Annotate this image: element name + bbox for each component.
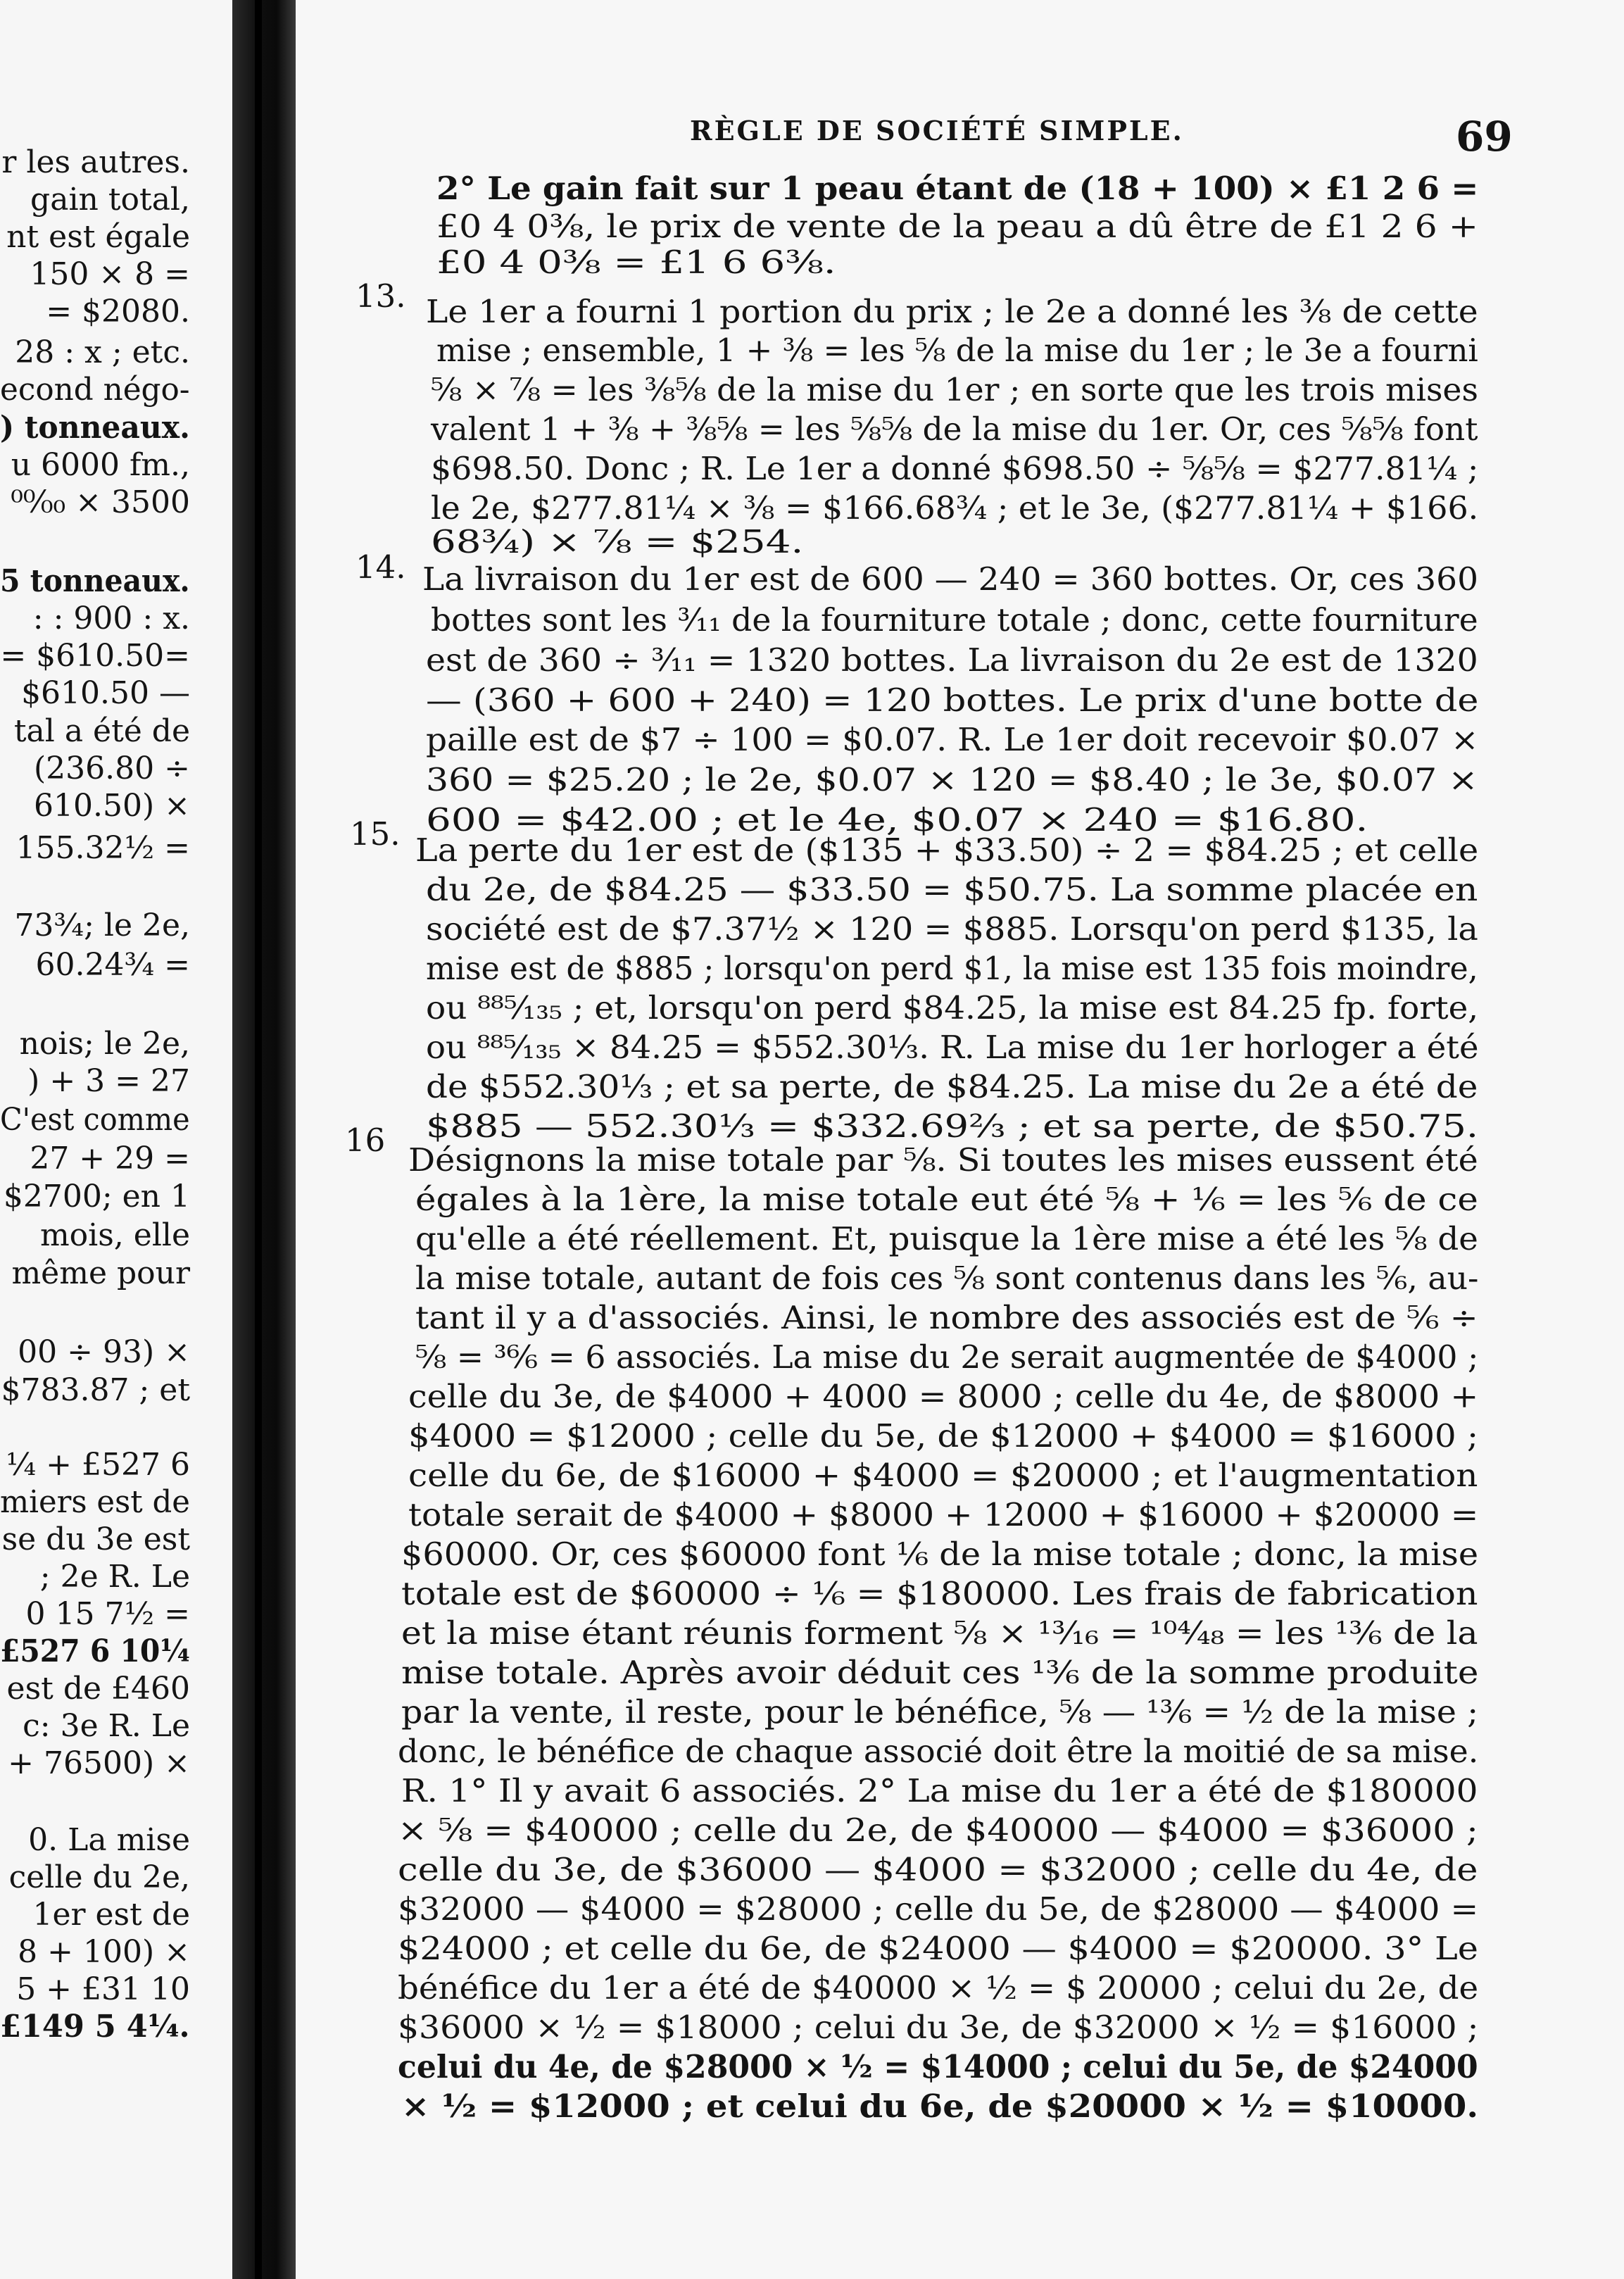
body-line: $885 — 552.30⅓ = $332.69⅔ ; et sa perte, de $50.75.	[426, 1107, 1479, 1145]
gutter-rule	[255, 0, 262, 2279]
left-page-line: 0. La mise	[28, 1822, 190, 1858]
left-page-line: r les autres.	[1, 144, 190, 180]
left-page-line: 0 15 7½ =	[25, 1596, 190, 1632]
left-page-line: : : 900 : x.	[32, 601, 190, 636]
body-line: de $552.30⅓ ; et sa perte, de $84.25. La mise du 2e a été de	[426, 1068, 1478, 1105]
body-line: bénéfice du 1er a été de $40000 × ½ = $ 20000 ; celui du 2e, de	[398, 1969, 1479, 2007]
left-page-line: 150 × 8 =	[30, 256, 190, 292]
body-line: £0 4 0⅜ = £1 6 6⅜.	[436, 244, 836, 281]
left-page-line: 60.24¾ =	[35, 947, 190, 983]
body-line: Désignons la mise totale par ⅝. Si toutes les mises eussent été	[408, 1141, 1478, 1179]
body-line: 2° Le gain fait sur 1 peau étant de (18 + 100) × £1 2 6 =	[436, 170, 1479, 207]
left-page-line: celle du 2e,	[8, 1859, 190, 1895]
body-line: qu'elle a été réellement. Et, puisque la 1ère mise a été les ⅝ de	[415, 1220, 1478, 1257]
body-line: valent 1 + ⅜ + ⅜⅝ = les ⅝⅝ de la mise du 1er. Or, ces ⅝⅝ font	[431, 410, 1478, 448]
body-line: totale est de $60000 ÷ ⅙ = $180000. Les frais de fabrication	[401, 1575, 1478, 1612]
problem-number: 16	[345, 1122, 386, 1159]
left-page-line: + 76500) ×	[8, 1745, 190, 1781]
left-page-line: se du 3e est	[1, 1521, 190, 1557]
body-line: est de 360 ÷ ³⁄₁₁ = 1320 bottes. La livraison du 2e est de 1320	[426, 641, 1478, 679]
body-line: £0 4 0⅜, le prix de vente de la peau a dû être de £1 2 6 +	[436, 208, 1478, 245]
body-line: 68¾) × ⅞ = $254.	[431, 523, 804, 560]
body-line: mise est de $885 ; lorsqu'on perd $1, la mise est 135 fois moindre,	[426, 950, 1478, 987]
running-header-title: RÈGLE DE SOCIÉTÉ SIMPLE.	[690, 115, 1184, 146]
left-page-line: 610.50) ×	[34, 788, 190, 824]
left-page-line: 73¾; le 2e,	[14, 908, 190, 943]
body-line: $60000. Or, ces $60000 font ⅙ de la mise totale ; donc, la mise	[401, 1536, 1479, 1573]
body-line: par la vente, il reste, pour le bénéfice, ⅝ — ¹³⁄₆ = ½ de la mise ;	[401, 1693, 1479, 1731]
body-line: bottes sont les ³⁄₁₁ de la fourniture totale ; donc, cette fourniture	[431, 601, 1478, 639]
body-line: celle du 6e, de $16000 + $4000 = $20000 ; et l'augmentation	[408, 1457, 1478, 1494]
left-page-line: 5 tonneaux.	[0, 563, 190, 599]
body-line: $32000 — $4000 = $28000 ; celle du 5e, de $28000 — $4000 =	[398, 1890, 1479, 1928]
body-line: $698.50. Donc ; R. Le 1er a donné $698.50 ÷ ⅝⅝ = $277.81¼ ;	[431, 450, 1479, 487]
body-line: ⅝ × ⅞ = les ⅜⅝ de la mise du 1er ; en sorte que les trois mises	[431, 371, 1478, 408]
body-line: $24000 ; et celle du 6e, de $24000 — $4000 = $20000. 3° Le	[398, 1930, 1479, 1967]
body-line: du 2e, de $84.25 — $33.50 = $50.75. La somme placée en	[426, 871, 1478, 908]
left-page-line: même pour	[11, 1255, 190, 1291]
left-page-line: c: 3e R. Le	[23, 1708, 190, 1744]
left-page-line: = $2080.	[46, 294, 190, 329]
left-page-line: 28 : x ; etc.	[15, 334, 190, 370]
book-gutter	[232, 0, 296, 2279]
left-page-line: tal a été de	[13, 713, 190, 749]
left-page-line: 155.32½ =	[15, 830, 190, 866]
left-page-line: 00 ÷ 93) ×	[18, 1334, 190, 1370]
body-line: × ½ = $12000 ; et celui du 6e, de $20000 × ½ = $10000.	[401, 2087, 1479, 2125]
left-page-line: econd négo-	[0, 372, 190, 408]
left-page-line: £149 5 4¼.	[0, 2009, 190, 2045]
body-line: La perte du 1er est de ($135 + $33.50) ÷ 2 = $84.25 ; et celle	[415, 831, 1479, 869]
body-line: × ⅝ = $40000 ; celle du 2e, de $40000 — $4000 = $36000 ;	[398, 1812, 1478, 1849]
problem-number: 15.	[350, 815, 401, 853]
body-line: ou ⁸⁸⁵⁄₁₃₅ ; et, lorsqu'on perd $84.25, la mise est 84.25 fp. forte,	[426, 989, 1479, 1027]
body-line: 600 = $42.00 ; et le 4e, $0.07 × 240 = $16.80.	[426, 801, 1368, 839]
left-page-line: mois, elle	[39, 1217, 190, 1253]
body-line: totale serait de $4000 + $8000 + 12000 + $16000 + $20000 =	[408, 1496, 1479, 1533]
body-line: celle du 3e, de $36000 — $4000 = $32000 ; celle du 4e, de	[398, 1851, 1478, 1888]
body-line: le 2e, $277.81¼ × ⅜ = $166.68¾ ; et le 3e, ($277.81¼ + $166.	[431, 489, 1479, 527]
body-line: $4000 = $12000 ; celle du 5e, de $12000 + $4000 = $16000 ;	[408, 1417, 1479, 1455]
left-page-line: ; 2e R. Le	[39, 1559, 190, 1595]
body-line: R. 1° Il y avait 6 associés. 2° La mise du 1er a été de $180000	[401, 1772, 1478, 1809]
left-page-line: ) tonneaux.	[0, 410, 190, 446]
body-line: et la mise étant réunis forment ⅝ × ¹³⁄₁₆ = ¹⁰⁴⁄₄₈ = les ¹³⁄₆ de la	[401, 1614, 1478, 1652]
body-line: ou ⁸⁸⁵⁄₁₃₅ × 84.25 = $552.30⅓. R. La mise du 1er horloger a été	[426, 1029, 1479, 1066]
problem-number: 13.	[355, 277, 406, 315]
left-page-line: $610.50 —	[21, 675, 190, 711]
body-line: $36000 × ½ = $18000 ; celui du 3e, de $32000 × ½ = $16000 ;	[398, 2009, 1479, 2046]
left-page-line: £527 6 10¼	[0, 1633, 190, 1669]
left-page-line: $2700; en 1	[3, 1179, 190, 1214]
body-line: donc, le bénéfice de chaque associé doit être la moitié de sa mise.	[398, 1733, 1479, 1770]
body-line: tant il y a d'associés. Ainsi, le nombre des associés est de ⅚ ÷	[415, 1299, 1478, 1336]
left-page-line: 27 + 29 =	[30, 1141, 190, 1176]
left-page-line: ⁰⁰⁄₀₀ × 3500	[11, 484, 190, 520]
body-line: celle du 3e, de $4000 + 4000 = 8000 ; celle du 4e, de $8000 +	[408, 1378, 1479, 1415]
page-number: 69	[1456, 113, 1513, 161]
body-line: égales à la 1ère, la mise totale eut été ⅝ + ⅙ = les ⅚ de ce	[415, 1181, 1478, 1218]
body-line: celui du 4e, de $28000 × ½ = $14000 ; celui du 5e, de $24000	[398, 2048, 1478, 2085]
left-page-line: $783.87 ; et	[1, 1372, 190, 1408]
left-page-line: 8 + 100) ×	[18, 1934, 190, 1970]
left-page-line: miers est de	[0, 1484, 190, 1520]
left-page-line: (236.80 ÷	[34, 751, 190, 786]
body-line: mise ; ensemble, 1 + ⅜ = les ⅝ de la mise du 1er ; le 3e a fourni	[436, 332, 1478, 369]
left-page-fragment	[0, 0, 232, 2279]
left-page-line: gain total,	[30, 182, 190, 218]
left-page-line: = $610.50=	[0, 638, 190, 674]
problem-number: 14.	[355, 548, 406, 586]
left-page-line: est de £460	[6, 1671, 190, 1707]
left-page-line: nt est égale	[6, 219, 190, 255]
left-page-line: ¼ + £527 6	[6, 1447, 190, 1483]
body-line: — (360 + 600 + 240) = 120 bottes. Le prix d'une botte de	[426, 682, 1479, 719]
left-page-line: 5 + £31 10	[16, 1971, 190, 2007]
body-line: La livraison du 1er est de 600 — 240 = 360 bottes. Or, ces 360	[422, 560, 1478, 598]
body-line: Le 1er a fourni 1 portion du prix ; le 2e a donné les ⅜ de cette	[426, 293, 1478, 330]
body-line: paille est de $7 ÷ 100 = $0.07. R. Le 1er doit recevoir $0.07 ×	[426, 721, 1479, 758]
body-line: mise totale. Après avoir déduit ces ¹³⁄₆ de la somme produite	[401, 1654, 1479, 1691]
left-page-line: ) + 3 = 27	[27, 1063, 190, 1099]
left-page-line: u 6000 fm.,	[11, 447, 190, 483]
left-page-line: 1er est de	[32, 1897, 190, 1933]
body-line: 360 = $25.20 ; le 2e, $0.07 × 120 = $8.40 ; le 3e, $0.07 ×	[426, 761, 1478, 798]
left-page-line: C'est comme	[0, 1102, 190, 1138]
body-line: ⅝ = ³⁶⁄₆ = 6 associés. La mise du 2e serait augmentée de $4000 ;	[415, 1338, 1479, 1376]
body-line: la mise totale, autant de fois ces ⅝ sont contenus dans les ⅚, au-	[415, 1260, 1479, 1297]
left-page-line: nois; le 2e,	[19, 1026, 190, 1062]
body-line: société est de $7.37½ × 120 = $885. Lorsqu'on perd $135, la	[426, 910, 1478, 948]
